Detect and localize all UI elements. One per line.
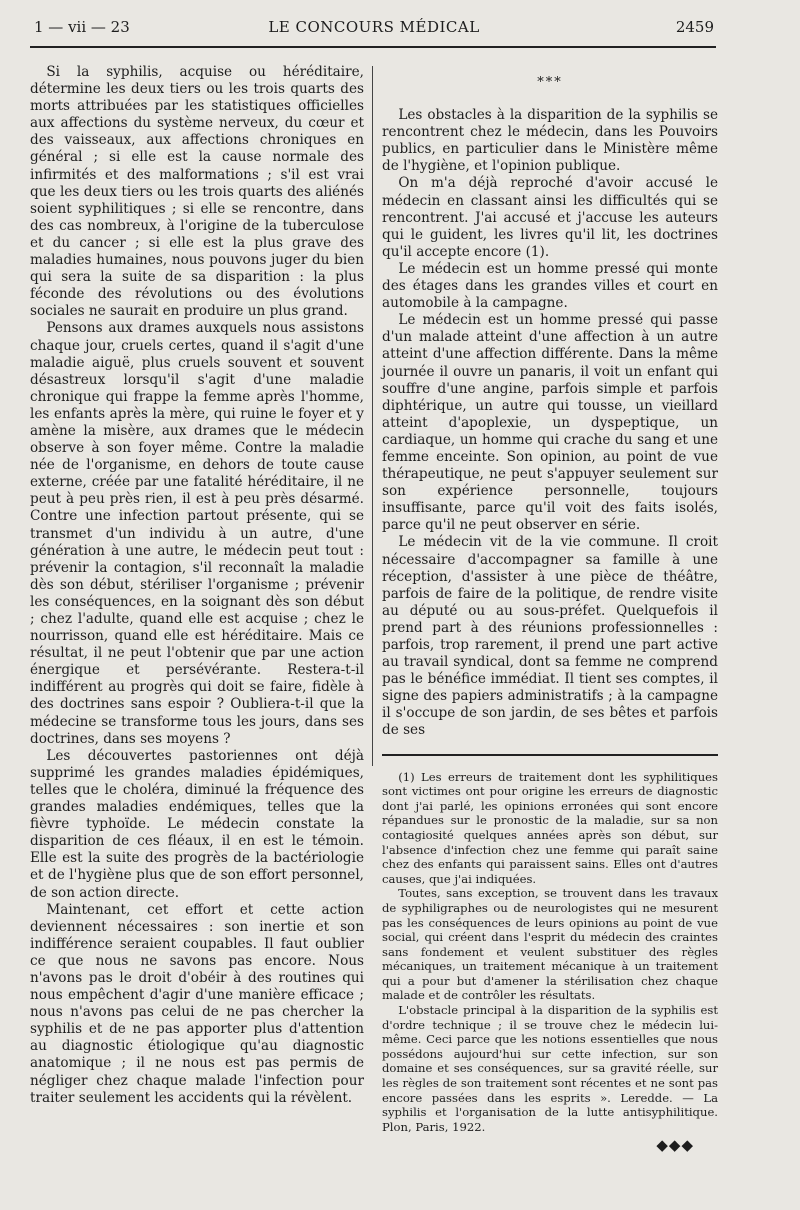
issue-date: 1 — vii — 23: [34, 18, 130, 36]
paragraph: Maintenant, cet effort et cette action deviennent nécessaires : son inertie et son indifférence seraient coupables. Il faut oublier ce que nous ne savons pas encore. Nous n'avons pas le droit d'obéir à des routines qui nous empêchent d'agir d'une manière efficace ; nous n'avons pas celui de ne pas chercher la syphilis et de ne pas apporter plus d'attention au diagnostic étiologique qu'au diagnostic anatomique ; il ne nous est pas permis de négliger chez chaque malade l'infection pour traiter seulement les accidents qui la révèlent.: [30, 901, 364, 1106]
paragraph: On m'a déjà reproché d'avoir accusé le médecin en classant ainsi les difficultés qui se rencontrent. J'ai accusé et j'accuse les auteurs qui le guident, les livres qu'il lit, les doctrines qu'il accepte encore (1).: [382, 175, 718, 260]
journal-title: LE CONCOURS MÉDICAL: [268, 18, 480, 36]
paragraph: Pensons aux drames auxquels nous assistons chaque jour, cruels certes, quand il s'agit d'une maladie aiguë, plus cruels souvent et souvent désastreux lorsqu'il s'agit d'une maladie chronique qui frappe la femme après l'homme, les enfants après la mère, qui ruine le foyer et y amène la misère, aux drames que le médecin observe à son foyer même. Contre la maladie née de l'organisme, en dehors de toute cause externe, créée par une fatalité héréditaire, il ne peut à peu près rien, il est à peu près désarmé. Contre une infection partout présente, qui se transmet d'un individu à un autre, d'une génération à une autre, le médecin peut tout : prévenir la contagion, s'il reconnaît la maladie dès son début, stériliser l'organisme ; prévenir les conséquences, en la soignant dès son début ; chez l'adulte, quand elle est acquise ; chez le nourrisson, quand elle est héréditaire. Mais ce résultat, il ne peut l'obtenir que par une action énergique et persévérante. Restera-t-il indifférent au progrès qui doit se faire, fidèle à des doctrines sans espoir ? Oubliera-t-il que la médecine se transforme tous les jours, dans ses doctrines, dans ses moyens ?: [30, 320, 364, 747]
left-column: [30, 64, 364, 1107]
end-ornament: ◆◆◆: [656, 1136, 694, 1155]
page-header: [34, 18, 714, 44]
column-divider: [372, 66, 373, 766]
paragraph: Les obstacles à la disparition de la syphilis se rencontrent chez le médecin, dans les Pouvoirs publics, en particulier dans le Ministère même de l'hygiène, et l'opinion publique.: [382, 107, 718, 175]
footnote: (1) Les erreurs de traitement dont les syphilitiques sont victimes ont pour origine les erreurs de diagnostic dont j'ai parlé, les opinions erronées qui sont encore répandues sur le pronostic de la maladie, sur sa non contagiosité quelques années après son début, sur l'absence d'infection chez une femme qui paraît saine chez des enfants qui paraissent sains. Elles ont d'autres causes, que j'ai indiquées.: [382, 769, 718, 886]
paragraph: Les découvertes pastoriennes ont déjà supprimé les grandes maladies épidémiques, telles que le choléra, diminué la fréquence des grandes maladies endémiques, telles que la fièvre typhoïde. Le médecin constate la disparition de ces fléaux, il en est le témoin. Elle est la suite des progrès de la bactériologie et de l'hygiène plus que de son effort personnel, de son action directe.: [30, 747, 364, 901]
paragraph: Le médecin vit de la vie commune. Il croit nécessaire d'accompagner sa famille à une réception, d'assister à une pièce de théâtre, parfois de faire de la politique, de rendre visite au député ou au sous-préfet. Quelquefois il prend part à des réunions professionnelles : parfois, trop rarement, il prend une part active au travail syndical, dont sa femme ne comprend pas le bénéfice immédiat. Il tient ses comptes, il signe des papiers administratifs ; à la campagne il s'occupe de son jardin, de ses bêtes et parfois de ses: [382, 534, 718, 739]
section-separator: ***: [537, 75, 563, 90]
footnote: L'obstacle principal à la disparition de la syphilis est d'ordre technique ; il se trouve chez le médecin lui-même. Ceci parce que les notions essentielles que nous possédons aujourd'hui sur cette infection, sur son domaine et ses conséquences, sur sa gravité réelle, sur les règles de son traitement sont récentes et ne sont pas encore passées dans les esprits ». Leredde. — La syphilis et l'organisation de la lutte antisyphilitique. Plon, Paris, 1922.: [382, 1003, 718, 1134]
paragraph: Le médecin est un homme pressé qui passe d'un malade atteint d'une affection à un autre atteint d'une affection différente. Dans la même journée il ouvre un panaris, il voit un enfant qui souffre d'une angine, parfois simple et parfois diphtérique, un autre qui tousse, un vieillard atteint d'apoplexie, un dyspeptique, un cardiaque, un homme qui crache du sang et une femme enceinte. Son opinion, au point de vue thérapeutique, ne peut s'appuyer seulement sur son expérience personnelle, toujours insuffisante, parce qu'il voit des faits isolés, parce qu'il ne peut observer en série.: [382, 312, 718, 534]
paragraph: Si la syphilis, acquise ou héréditaire, détermine les deux tiers ou les trois quarts des morts attribuées par les statistiques officielles aux affections du système nerveux, du cœur et des vaisseaux, aux affections chroniques en général ; si elle est la cause normale des infirmités et des malformations ; s'il est vrai que les deux tiers ou les trois quarts des aliénés soient syphilitiques ; si elle se rencontre, dans des cas nombreux, à l'origine de la tuberculose et du cancer ; si elle est la plus grave des maladies humaines, nous pouvons juger du bien qui sera la suite de sa disparition : la plus féconde des révolutions ou des évolutions sociales ne saurait en produire un plus grand.: [30, 64, 364, 320]
footnotes: [382, 754, 718, 1153]
page-number: 2459: [675, 18, 714, 36]
right-column: [382, 64, 718, 1153]
footnote: Toutes, sans exception, se trouvent dans les travaux de syphiligraphes ou de neurologistes qui ne mesurent pas les conséquences de leurs opinions au point de vue social, qui créent dans l'esprit du médecin des craintes sans fondement et veulent substituer des règles mécaniques, un traitement mécanique à un traitement qui a pour but d'amener la stérilisation chez chaque malade et de contrôler les résultats.: [382, 886, 718, 1003]
header-rule: [30, 46, 716, 48]
paragraph: Le médecin est un homme pressé qui monte des étages dans les grandes villes et court en automobile à la campagne.: [382, 260, 718, 312]
